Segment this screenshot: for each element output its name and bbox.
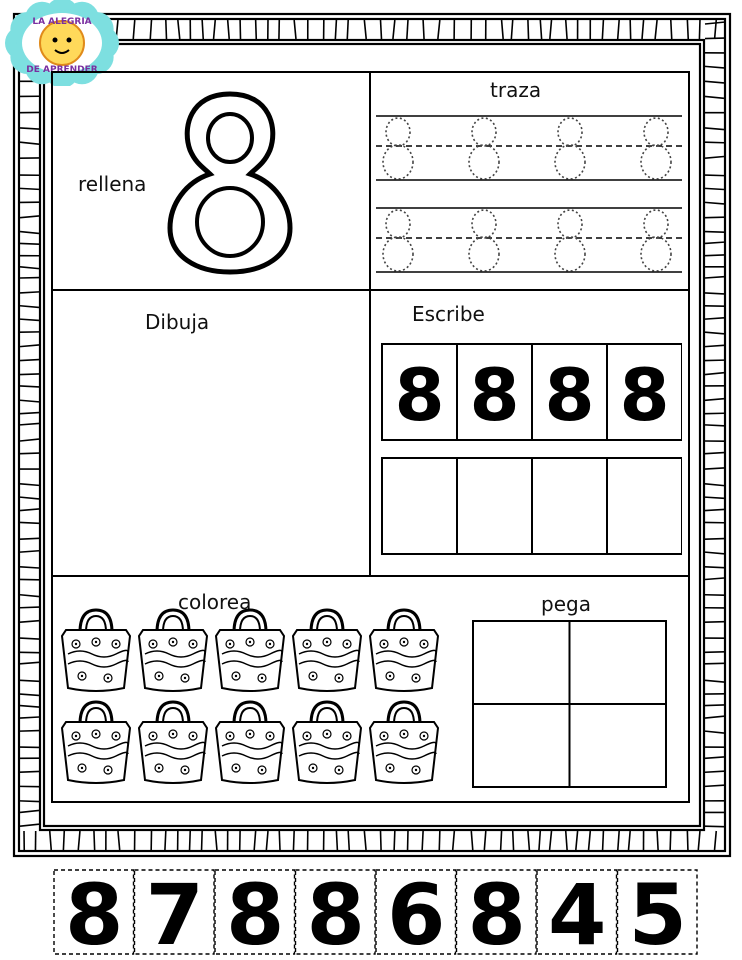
outlined-digit-8 (160, 88, 300, 278)
cutout-digit[interactable]: 8 (467, 868, 526, 956)
bags-to-color (60, 606, 460, 792)
escribe-digit: 8 (469, 353, 520, 437)
pega-label: pega (541, 592, 591, 616)
beach-bag-icon[interactable] (62, 702, 130, 783)
escribe-digit: 8 (394, 353, 445, 437)
cutout-digit[interactable]: 6 (387, 868, 446, 956)
cutout-digit[interactable]: 8 (306, 868, 365, 956)
beach-bag-icon[interactable] (139, 702, 207, 783)
beach-bag-icon[interactable] (370, 610, 438, 691)
empty-write-box[interactable] (382, 458, 457, 554)
logo-text-bottom: DE APRENDER (26, 65, 98, 75)
cutout-digit[interactable]: 4 (548, 868, 607, 956)
escribe-label: Escribe (412, 302, 485, 326)
empty-write-box[interactable] (532, 458, 607, 554)
cutout-digit[interactable]: 7 (145, 868, 204, 956)
logo-text-top: LA ALEGRIA (32, 17, 92, 27)
cutout-digit[interactable]: 8 (226, 868, 285, 956)
write-boxes (380, 340, 682, 560)
beach-bag-icon[interactable] (370, 702, 438, 783)
colorea-label: colorea (178, 590, 252, 614)
empty-write-box[interactable] (457, 458, 532, 554)
beach-bag-icon[interactable] (216, 702, 284, 783)
trace-area (372, 100, 688, 288)
rellena-label: rellena (78, 172, 147, 196)
cutout-digit[interactable]: 8 (65, 868, 124, 956)
escribe-digit: 8 (619, 353, 670, 437)
cutout-digit[interactable]: 5 (628, 868, 687, 956)
paste-grid (472, 620, 668, 790)
cutout-strip (52, 868, 698, 956)
beach-bag-icon[interactable] (293, 702, 361, 783)
drawing-area[interactable] (54, 340, 368, 574)
beach-bag-icon[interactable] (216, 610, 284, 691)
beach-bag-icon[interactable] (293, 610, 361, 691)
empty-write-box[interactable] (607, 458, 682, 554)
beach-bag-icon[interactable] (62, 610, 130, 691)
traza-label: traza (490, 78, 542, 102)
escribe-digit: 8 (544, 353, 595, 437)
beach-bag-icon[interactable] (139, 610, 207, 691)
dibuja-label: Dibuja (145, 310, 210, 334)
